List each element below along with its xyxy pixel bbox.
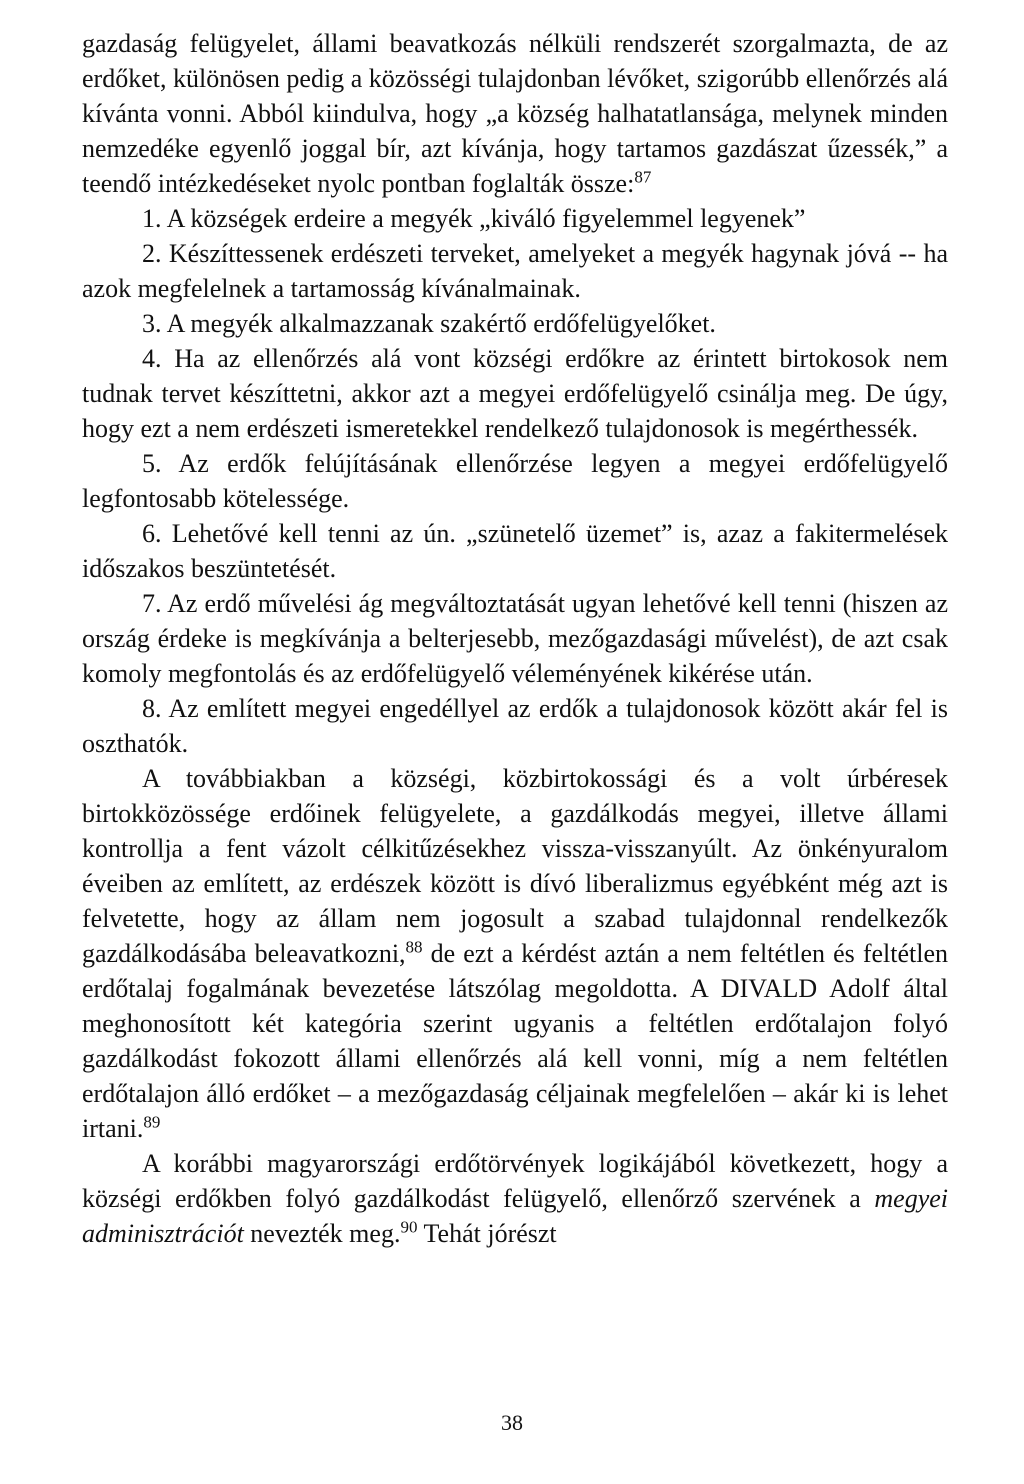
footnote-ref-87: 87: [634, 167, 652, 187]
paragraph-final-text-c: Tehát jórészt: [417, 1219, 557, 1248]
paragraph-final: [82, 1146, 948, 1251]
list-item-7: 7. Az erdő művelési ág megváltoztatását ugyan lehetővé kell tenni (hiszen az ország érdeke is megkívánja a belterjesebb, mezőgazdasági művelést), de azt csak komoly megfontolás és az erdőfelügyelő véleményének kikérése után.: [82, 589, 948, 688]
paragraph-intro-text: gazdaság felügyelet, állami beavatkozás nélküli rendszerét szorgalmazta, de az erdőket, különösen pedig a közösségi tulajdonban lévőket, szigorúbb ellenőrzés alá kívánta vonni. Abból kiindulva, hogy „a község halhatatlansága, melynek minden nemzedéke egyenlő joggal bír, azt kívánja, hogy tartamos gazdászat űzessék,” a teendő intézkedéseket nyolc pontban foglalták össze:: [82, 29, 948, 198]
footnote-ref-88: 88: [405, 937, 423, 957]
list-item-5: 5. Az erdők felújításának ellenőrzése legyen a megyei erdőfelügyelő legfontosabb kötelessége.: [82, 449, 948, 513]
list-item-1: 1. A községek erdeire a megyék „kiváló figyelemmel legyenek”: [142, 204, 806, 233]
paragraph-final-text-a: A korábbi magyarországi erdőtörvények logikájából következett, hogy a községi erdőkben folyó gazdálkodást felügyelő, ellenőrző szervének a: [82, 1149, 948, 1213]
list-item-2: 2. Készíttessenek erdészeti terveket, amelyeket a megyék hagynak jóvá -- ha azok megfelelnek a tartamosság kívánalmainak.: [82, 239, 948, 303]
paragraph-continuation-text-b: de ezt a kérdést aztán a nem feltétlen és feltétlen erdőtalaj fogalmának bevezetése látszólag megoldotta. A DIVALD Adolf által meghonosított két kategória szerint ugyanis a feltétlen erdőtalajon folyó gazdálkodást fokozott állami ellenőrzés alá kell vonni, míg a nem feltétlen erdőtalajon álló erdőket – a mezőgazdaság céljainak megfelelően – akár ki is lehet irtani.: [82, 939, 949, 1143]
paragraph-final-text-b: nevezték meg.: [243, 1219, 401, 1248]
footnote-ref-90: 90: [400, 1217, 418, 1237]
page-body: [82, 26, 948, 1251]
list-item-6: 6. Lehetővé kell tenni az ún. „szünetelő üzemet” is, azaz a fakitermelések időszakos beszüntetését.: [82, 519, 948, 583]
page-number: 38: [501, 1410, 523, 1435]
paragraph-continuation-text-a: A továbbiakban a községi, közbirtokossági és a volt úrbéresek birtokközössége erdőinek felügyelete, a gazdálkodás megyei, illetve állami kontrollja a fent vázolt célkitűzésekhez vissza-visszanyúlt. Az önkényuralom éveiben az említett, az erdészek között is dívó liberalizmus egyébként még azt is felvetette, hogy az állam nem jogosult a szabad tulajdonnal rendelkezők gazdálkodásába beleavatkozni,: [82, 764, 948, 968]
list-item-8: 8. Az említett megyei engedéllyel az erdők a tulajdonosok között akár fel is oszthatók.: [82, 694, 948, 758]
footnote-ref-89: 89: [143, 1112, 161, 1132]
paragraph-intro: [82, 26, 948, 201]
paragraph-final-emphasis: megyei adminisztrációt: [82, 1184, 948, 1248]
list-item-3: 3. A megyék alkalmazzanak szakértő erdőfelügyelőket.: [142, 309, 716, 338]
paragraph-continuation: [82, 761, 948, 1146]
list-item-4: 4. Ha az ellenőrzés alá vont községi erdőkre az érintett birtokosok nem tudnak tervet készíttetni, akkor azt a megyei erdőfelügyelő csinálja meg. De úgy, hogy ezt a nem erdészeti ismeretekkel rendelkező tulajdonosok is megérthessék.: [82, 344, 948, 443]
